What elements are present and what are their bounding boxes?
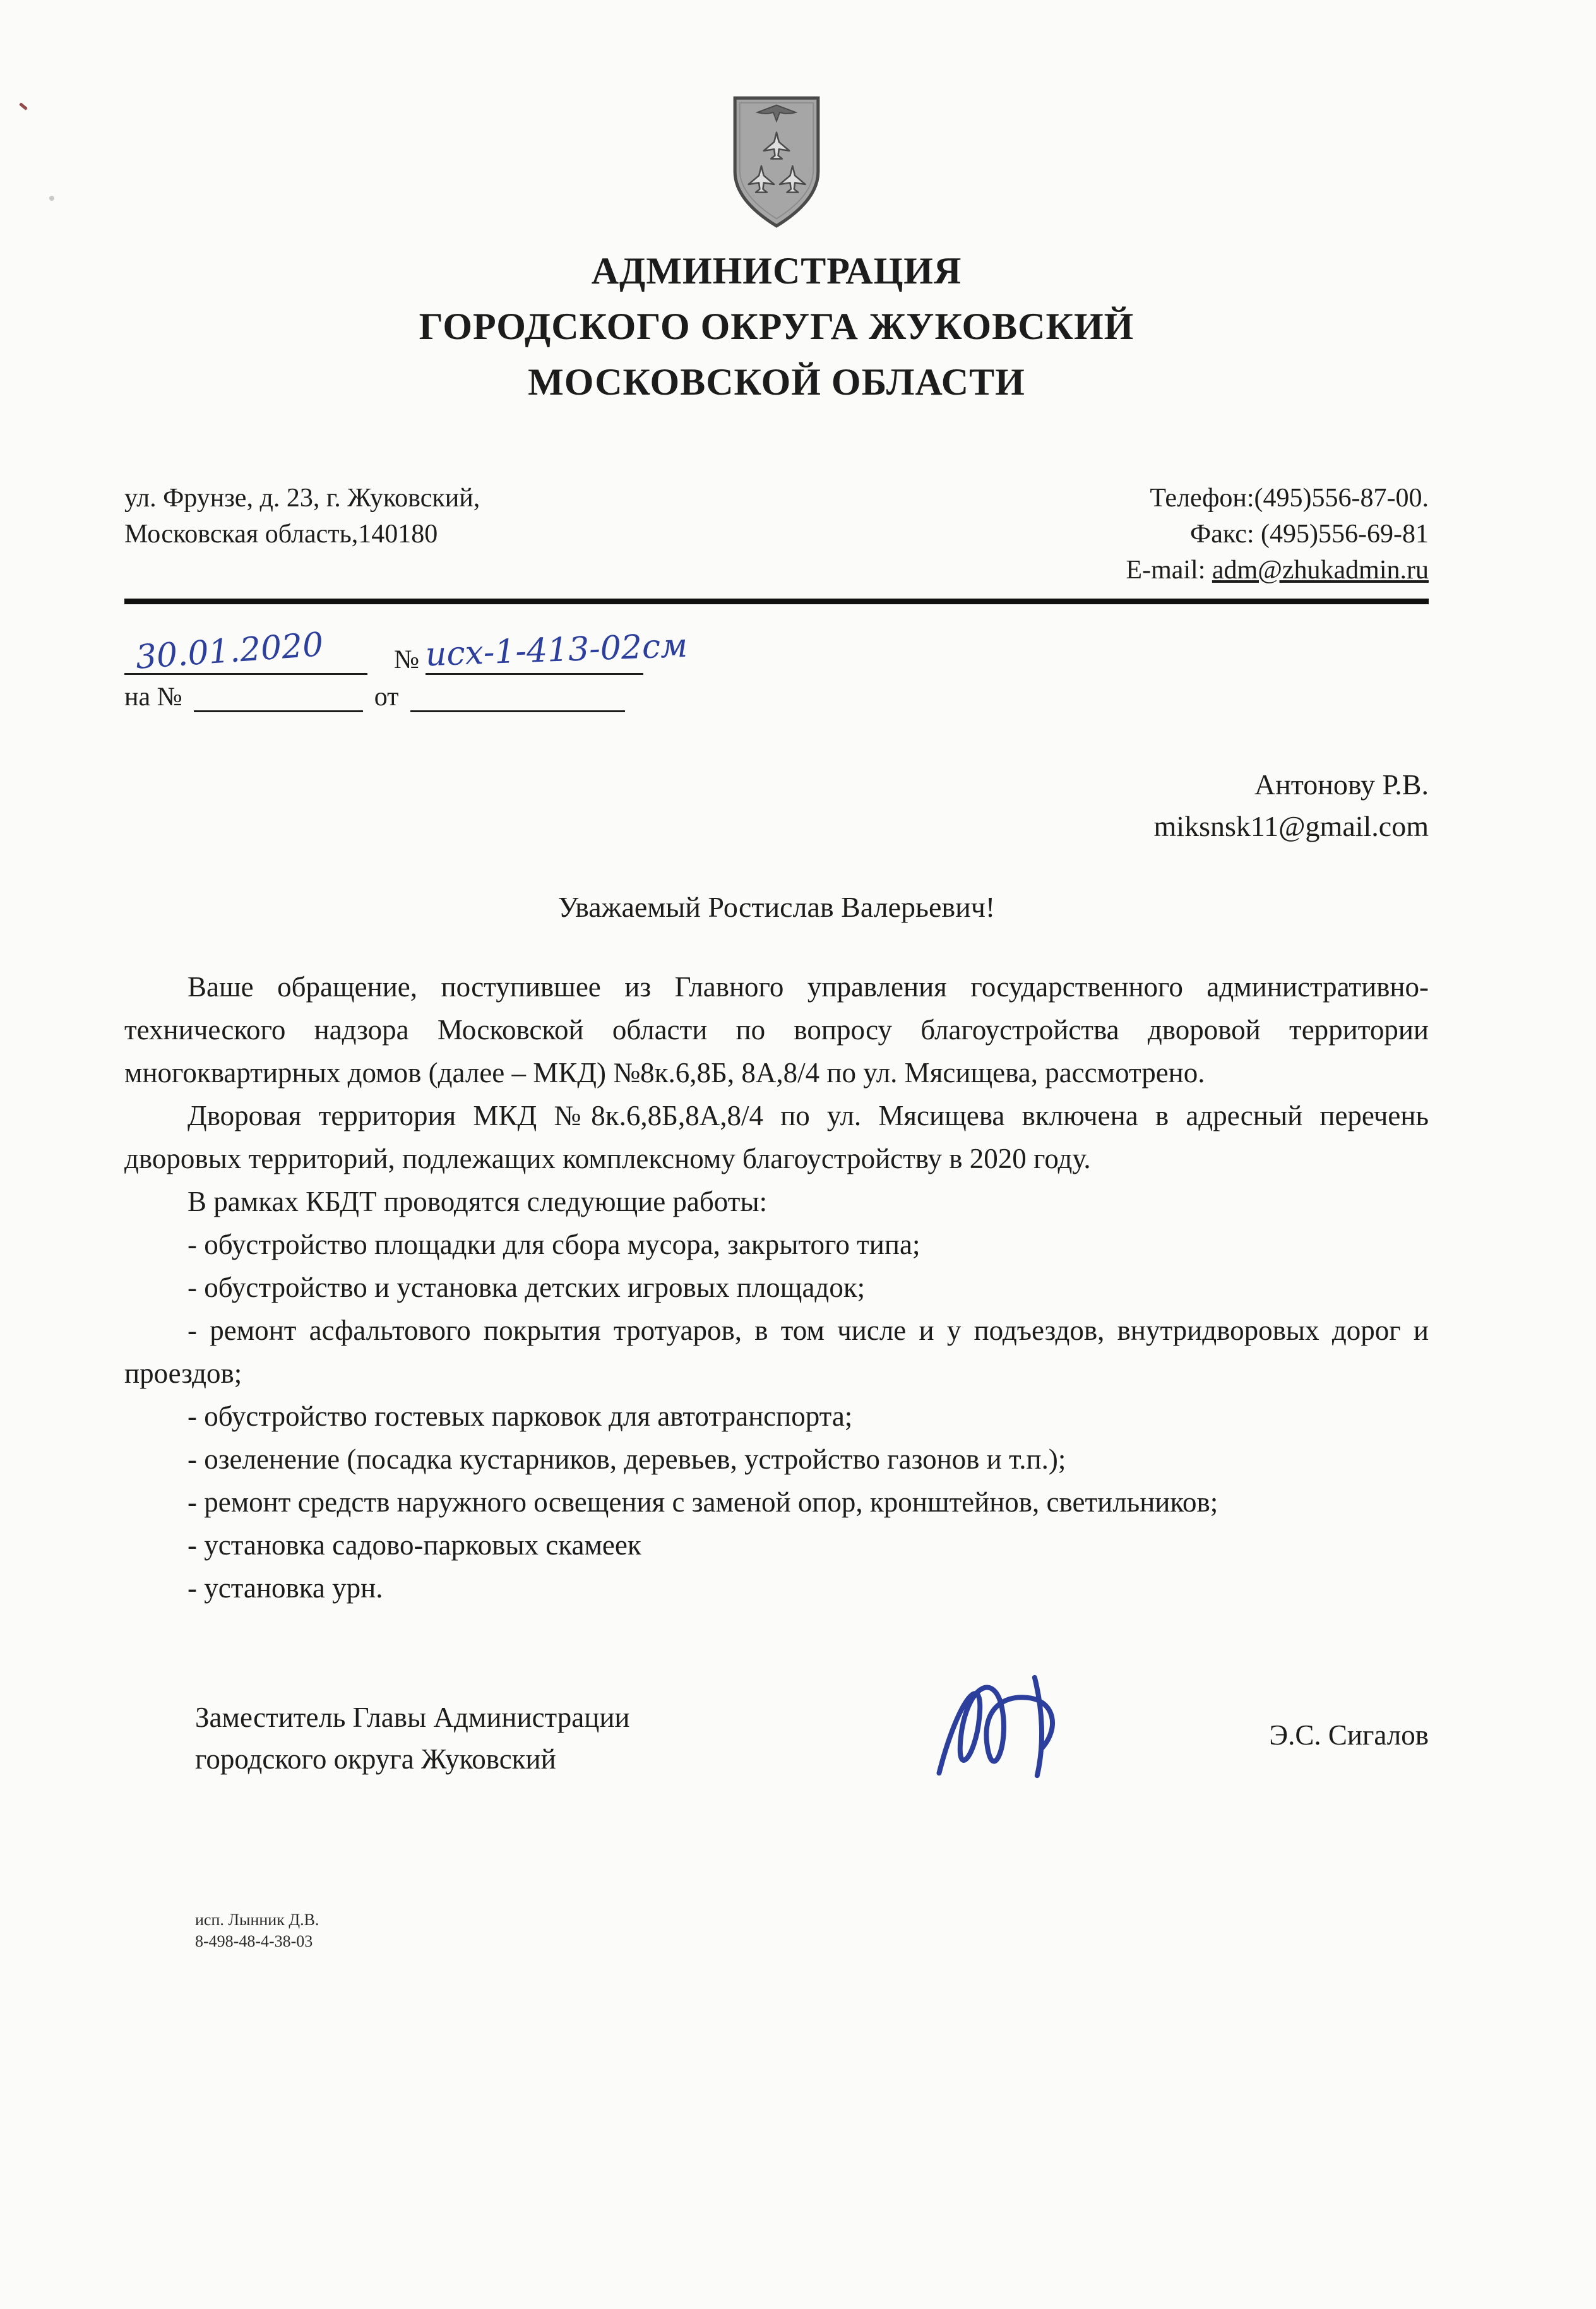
org-phone-block (1126, 480, 1429, 588)
scan-speck (49, 196, 54, 201)
org-address-line1: ул. Фрунзе, д. 23, г. Жуковский, (124, 484, 480, 513)
executor-block (195, 1909, 1429, 1952)
date-blank-line (124, 626, 367, 677)
body-list-item: - обустройство площадки для сбора мусора, закрытого типа; (188, 1229, 920, 1260)
number-blank-line (424, 626, 689, 675)
handwritten-date: 30.01.2020 (134, 626, 325, 677)
org-title-line3: МОСКОВСКОЙ ОБЛАСТИ (528, 361, 1025, 403)
salutation: Уважаемый Ростислав Валерьевич! (557, 891, 996, 923)
org-title-line2: ГОРОДСКОГО ОКРУГА ЖУКОВСКИЙ (419, 306, 1134, 347)
signer-position-line1: Заместитель Главы Администрации (195, 1702, 630, 1733)
reference-block (124, 626, 1429, 712)
reply-na-label: на № (124, 683, 182, 712)
scanned-letter-page (0, 95, 1596, 2309)
reply-reference-line (124, 679, 1429, 712)
org-address-line2: Московская область,140180 (124, 520, 438, 549)
body-list-item: - ремонт асфальтового покрытия тротуаров, в том числе и у подъездов, внутридворовых дорог и проездов; (124, 1315, 1429, 1389)
coat-of-arms-icon (729, 95, 825, 229)
reply-number-blank (194, 679, 363, 712)
signer-position-line2: городского округа Жуковский (195, 1743, 556, 1775)
handwritten-number: исх-1-413-02см (424, 626, 689, 674)
signature-block (124, 1697, 1429, 1780)
handwritten-signature (926, 1652, 1090, 1801)
signer-position (195, 1697, 630, 1780)
recipient-block (124, 764, 1429, 847)
letterhead (124, 95, 1429, 604)
org-email-label: E-mail: (1126, 556, 1212, 585)
body-paragraph: В рамках КБДТ проводятся следующие работы: (188, 1186, 768, 1217)
org-address (124, 480, 480, 552)
org-fax: Факс: (495)556-69-81 (1190, 520, 1429, 549)
body-list-item: - озеленение (посадка кустарников, деревьев, устройство газонов и т.п.); (188, 1443, 1066, 1475)
org-title (124, 243, 1429, 410)
signer-name: Э.С. Сигалов (1269, 1719, 1429, 1751)
number-label: № (394, 645, 420, 674)
body-list-item: - обустройство гостевых парковок для автотранспорта; (188, 1400, 853, 1432)
scan-speck (19, 102, 28, 110)
org-phone: Телефон:(495)556-87-00. (1150, 484, 1429, 513)
body-list-item: - установка садово-парковых скамеек (188, 1529, 641, 1561)
executor-phone: 8-498-48-4-38-03 (195, 1932, 313, 1950)
recipient-email: miksnsk11@gmail.com (1153, 810, 1429, 842)
body-list-item: - ремонт средств наружного освещения с заменой опор, кронштейнов, светильников; (188, 1486, 1218, 1518)
executor-name: исп. Лынник Д.В. (195, 1911, 319, 1929)
letter-body (124, 965, 1429, 1609)
body-list-item: - установка урн. (188, 1572, 383, 1604)
outgoing-line (124, 626, 1429, 675)
body-paragraph: Дворовая территория МКД №8к.6,8Б,8А,8/4 по ул. Мясищева включена в адресный перечень дворовых территорий, подлежащих комплексному благоустройству в 2020 году. (124, 1100, 1429, 1174)
reply-date-blank (410, 679, 625, 712)
letterhead-divider (124, 599, 1429, 604)
body-list-item: - обустройство и установка детских игровых площадок; (188, 1272, 866, 1303)
body-paragraph: Ваше обращение, поступившее из Главного управления государственного административно-технического надзора Московской области по вопросу благоустройства дворовой территории многоквартирных домов (далее – МКД) №8к.6,8Б, 8А,8/4 по ул. Мясищева, рассмотрено. (124, 971, 1429, 1089)
recipient-name: Антонову Р.В. (1254, 768, 1429, 801)
letterhead-contacts (124, 480, 1429, 588)
org-email-line (1126, 552, 1429, 588)
reply-ot-label: от (374, 683, 399, 712)
org-email: adm@zhukadmin.ru (1212, 556, 1429, 585)
org-title-line1: АДМИНИСТРАЦИЯ (591, 250, 962, 292)
